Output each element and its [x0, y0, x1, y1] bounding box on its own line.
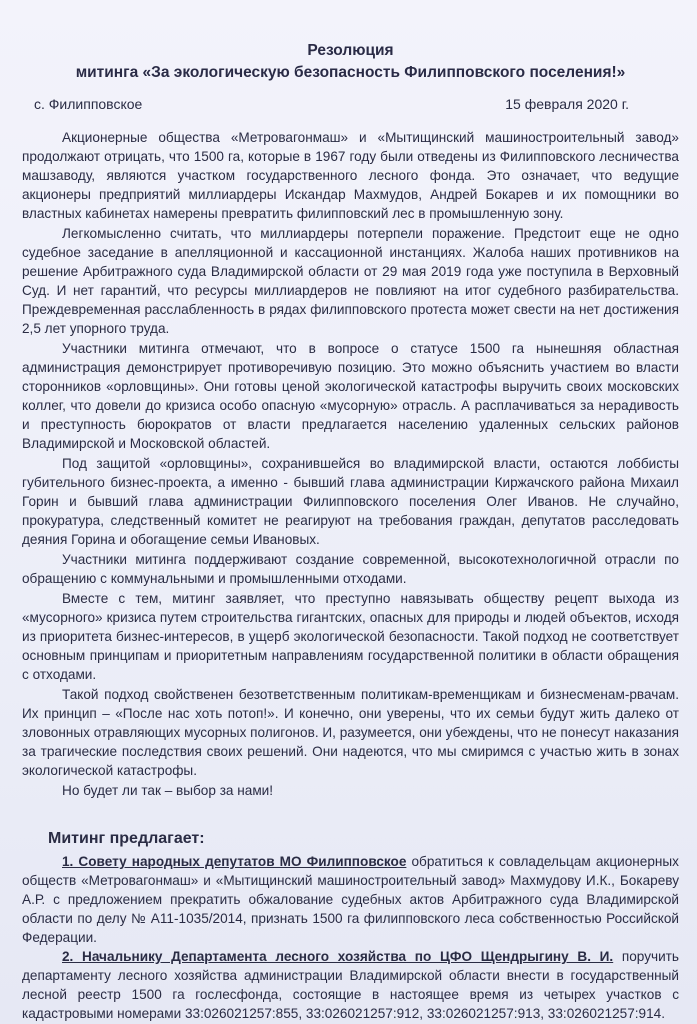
document-title: [22, 40, 679, 84]
paragraph-6: Вместе с тем, митинг заявляет, что преступно навязывать обществу рецепт выхода из «мусорного» кризиса путем строительства гигантских, опасных для природы и людей объектов, исходя из приоритета бизнес-интересов, в ущерб экологической безопасности. Такой подход не соответствует основным принципам и приоритетным направлениям государственной политики в области обращения с отходами.: [22, 591, 679, 682]
paragraph-3: Участники митинга отмечают, что в вопросе о статусе 1500 га нынешняя областная администрация демонстрирует противоречивую позицию. Это можно объяснить участием во власти сторонников «орловщины». Они готовы ценой экологической катастрофы выручить своих московских коллег, что довели до кризиса особо опасную «мусорную» отрасль. А расплачиваться за нерадивость и преступность бюрократов от власти предлагается населению удаленных сельских районов Владимирской и Московской областей.: [22, 341, 679, 451]
paragraph-7: Такой подход свойственен безответственным политикам-временщикам и бизнесменам-рвачам. Их принцип – «После нас хоть потоп!». И конечно, они уверены, что их семьи будут жить далеко от зловонных отравляющих мусорных полигонов. И, разумеется, они убеждены, что не понесут наказания за трагические последствия своих решений. Они надеются, что мы смиримся с участью жить в зонах экологической катастрофы.: [22, 687, 679, 778]
date: 15 февраля 2020 г.: [505, 96, 629, 112]
paragraph-2: Легкомысленно считать, что миллиардеры потерпели поражение. Предстоит еще не одно судебное заседание в апелляционной и кассационной инстанциях. Жалоба наших противников на решение Арбитражного суда Владимирской области от 29 мая 2019 года уже поступила в Верховный Суд. И нет гарантий, что ресурсы миллиардеров не повлияют на итог судебного разбирательства. Преждевременная расслабленность в рядах филипповского протеста может свести на нет достижения 2,5 лет упорного труда.: [22, 226, 679, 336]
paragraph-4: Под защитой «орловщины», сохранившейся во владимирской власти, остаются лоббисты губительного бизнес-проекта, а именно - бывший глава администрации Киржачского района Михаил Горин и бывший глава администрации Филипповского поселения Олег Иванов. Не случайно, прокуратура, следственный комитет не реагируют на требования граждан, депутатов расследовать деяния Горина и обогащение семьи Ивановых.: [22, 456, 679, 547]
proposal-1-text: обратиться к совладельцам акционерных обществ «Метровагонмаш» и «Мытищинский машиностроительный завод» Махмудову И.К., Бокареву А.Р. с предложением прекратить обжалование судебных актов Арбитражного суда Владимирской области по делу № А11-1035/2014, признать 1500 га филипповского леса собственностью Российской Федерации.: [22, 854, 679, 945]
title-line-2: митинга «За экологическую безопасность Филипповского поселения!»: [75, 64, 626, 81]
proposal-2: [22, 947, 679, 1023]
title-line-1: Резолюция: [307, 42, 394, 59]
paragraph-8: Но будет ли так – выбор за нами!: [62, 783, 274, 798]
paragraph-1: Акционерные общества «Метровагонмаш» и «Мытищинский машиностроительный завод» продолжают отрицать, что 1500 га, которые в 1967 году были отведены из Филипповского лесничества машзаводу, являются участком государственного лесного фонда. Это означает, что ведущие акционеры предприятий миллиардеры Искандар Махмудов, Андрей Бокарев и их помощники во властных кабинетах намерены превратить филипповский лес в промышленную зону.: [22, 130, 679, 221]
proposals-heading: Митинг предлагает:: [48, 830, 205, 847]
proposal-2-text: поручить департаменту лесного хозяйства администрации Владимирской области внести в государственный лесной реестр 1500 га гослесфонда, состоящие в настоящее время из четырех участков с кадастровыми номерами 33:026021257:855, 33:026021257:912, 33:026021257:913, 33:026021257:914.: [22, 949, 679, 1021]
place-date-row: [22, 96, 679, 112]
proposal-1: [22, 852, 679, 947]
proposal-2-lead: 2. Начальнику Департамента лесного хозяйства по ЦФО Щендрыгину В. И.: [62, 949, 614, 964]
proposal-1-lead: 1. Совету народных депутатов МО Филипповское: [62, 854, 407, 869]
paragraph-5: Участники митинга поддерживают создание современной, высокотехнологичной отрасли по обращению с коммунальными и промышленными отходами.: [22, 552, 679, 586]
place: с. Филипповское: [34, 96, 143, 112]
